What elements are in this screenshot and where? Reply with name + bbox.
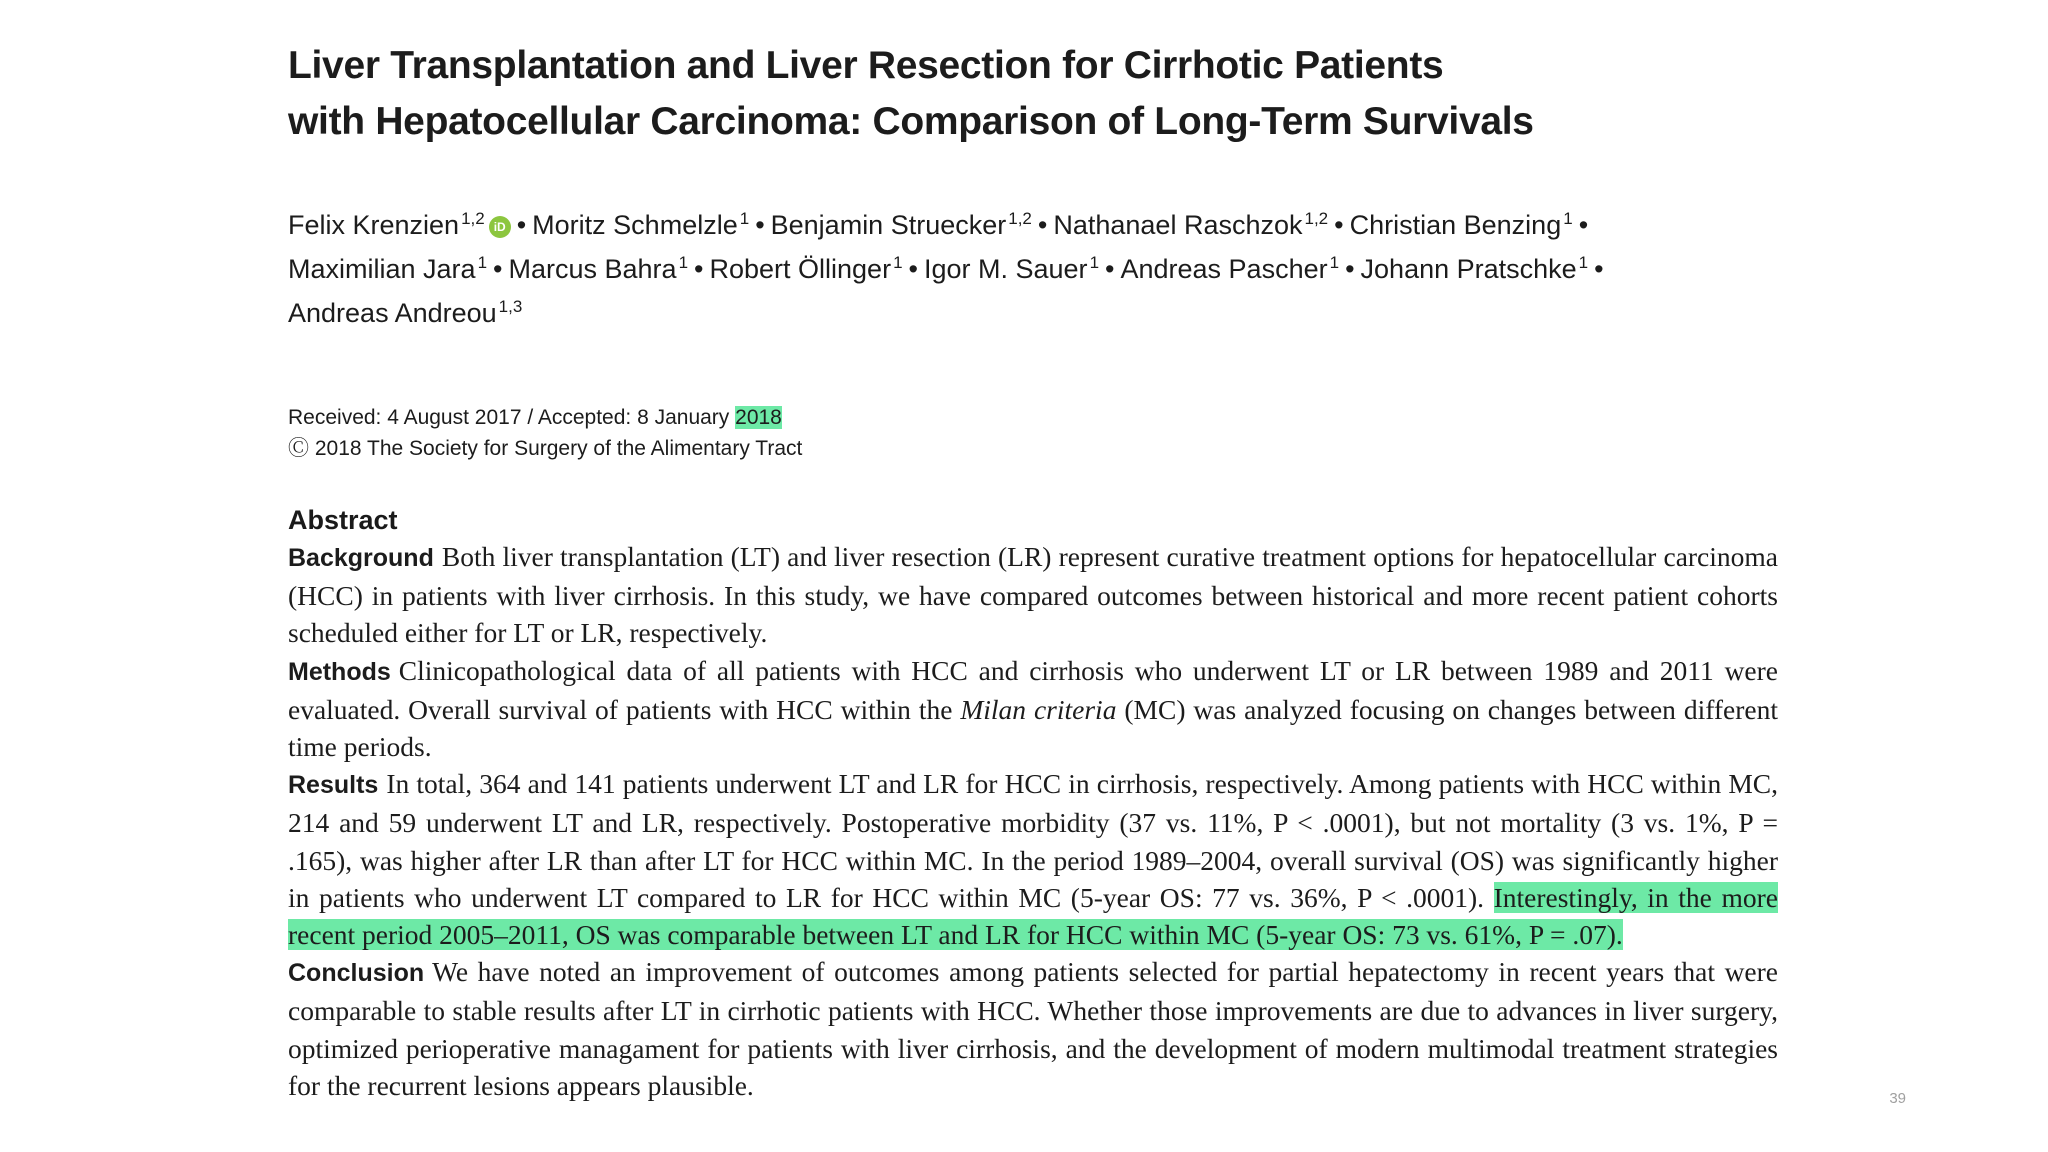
author-separator: •	[1037, 210, 1048, 240]
author: Maximilian Jara $^1$	[288, 253, 488, 284]
author-separator: •	[1334, 210, 1344, 240]
paper-page	[288, 38, 1778, 1104]
title-line-1: Liver Transplantation and Liver Resection for Cirrhotic Patients	[288, 44, 1444, 87]
author: Robert Öllinger $^1$	[709, 253, 903, 284]
highlighted-year: 2018	[735, 406, 782, 429]
title-line-2: with Hepatocellular Carcinoma: Comparison of Long-Term Survivals	[288, 100, 1534, 143]
author: Felix Krenzien $^{1,2}$	[288, 209, 485, 240]
author: Igor M. Sauer $^1$	[923, 253, 1100, 284]
orcid-icon[interactable]: iD	[489, 216, 511, 238]
author: Moritz Schmelzle $^1$	[532, 209, 750, 240]
author-separator: •	[1345, 254, 1355, 284]
author: Marcus Bahra $^1$	[508, 253, 689, 284]
received-accepted-line: Received: 4 August 2017 / Accepted: 8 January 2018	[288, 406, 782, 429]
copyright-line: Ⓒ 2018 The Society for Surgery of the Alimentary Tract	[288, 437, 803, 460]
author-row-2	[288, 244, 1778, 288]
author: Andreas Pascher $^1$	[1120, 253, 1340, 284]
author: Christian Benzing $^1$	[1349, 209, 1573, 240]
highlighted-result: Interestingly, in the more recent period 2005–2011, OS was comparable between LT and LR for HCC within MC (5-year OS: 73 vs. 61%, P = .07).	[288, 881, 1778, 951]
abstract-results: Results In total, 364 and 141 patients underwent LT and LR for HCC in cirrhosis, respectively. Among patients with HCC within MC, 214 and 59 underwent LT and LR, respectively. Postoperative morbidity (37 vs. 11%, P < .0001), but not mortality (3 vs. 1%, P = .165), was higher after LR than after LT for HCC within MC. In the period 1989–2004, overall survival (OS) was significantly higher in patients who underwent LT compared to LR for HCC within MC (5-year OS: 77 vs. 36%, P < .0001). Interestingly, in the more recent period 2005–2011, OS was comparable between LT and LR for HCC within MC (5-year OS: 73 vs. 61%, P = .07).	[288, 768, 1778, 951]
author-separator: •	[694, 254, 704, 284]
author: Johann Pratschke $^1$	[1360, 253, 1589, 284]
author-separator: •	[1594, 254, 1604, 284]
author: Nathanael Raschzok $^{1,2}$	[1053, 209, 1329, 240]
paper-title	[288, 38, 1778, 150]
author-list	[288, 200, 1778, 332]
author: Benjamin Struecker $^{1,2}$	[770, 209, 1032, 240]
author-separator: •	[1105, 254, 1115, 284]
section-label-conclusion: Conclusion	[288, 959, 425, 988]
abstract-heading: Abstract	[288, 505, 398, 535]
section-label-background: Background	[288, 544, 434, 572]
author-row-3	[288, 288, 1778, 332]
article-history	[288, 402, 1778, 464]
page-number: 39	[1889, 1090, 1906, 1107]
author-separator: •	[516, 210, 527, 240]
section-label-methods: Methods	[288, 657, 391, 686]
abstract-background: Background Both liver transplantation (LT) and liver resection (LR) represent curative treatment options for hepatocellular carcinoma (HCC) in patients with liver cirrhosis. In this study, we have compared outcomes between historical and more recent patient cohorts scheduled either for LT or LR, respectively.	[288, 541, 1778, 649]
author-separator: •	[493, 254, 503, 284]
abstract-methods: Methods Clinicopathological data of all patients with HCC and cirrhosis who underwent LT or LR between 1989 and 2011 were evaluated. Overall survival of patients with HCC within the Milan criteria (MC) was analyzed focusing on changes between different time periods.	[288, 654, 1778, 763]
author-separator: •	[755, 210, 765, 240]
author: Andreas Andreou $^{1,3}$	[288, 297, 523, 328]
author-separator: •	[1578, 210, 1589, 240]
author-separator: •	[908, 254, 918, 284]
abstract-conclusion: Conclusion We have noted an improvement of outcomes among patients selected for partial hepatectomy in recent years that were comparable to stable results after LT in cirrhotic patients with HCC. Whether those improvements are due to advances in liver surgery, optimized perioperative managament for patients with liver cirrhosis, and the development of modern multimodal treatment strategies for the recurrent lesions appears plausible.	[288, 956, 1778, 1101]
section-label-results: Results	[288, 771, 379, 800]
abstract-body	[288, 538, 1778, 1104]
author-row-1	[288, 200, 1778, 244]
